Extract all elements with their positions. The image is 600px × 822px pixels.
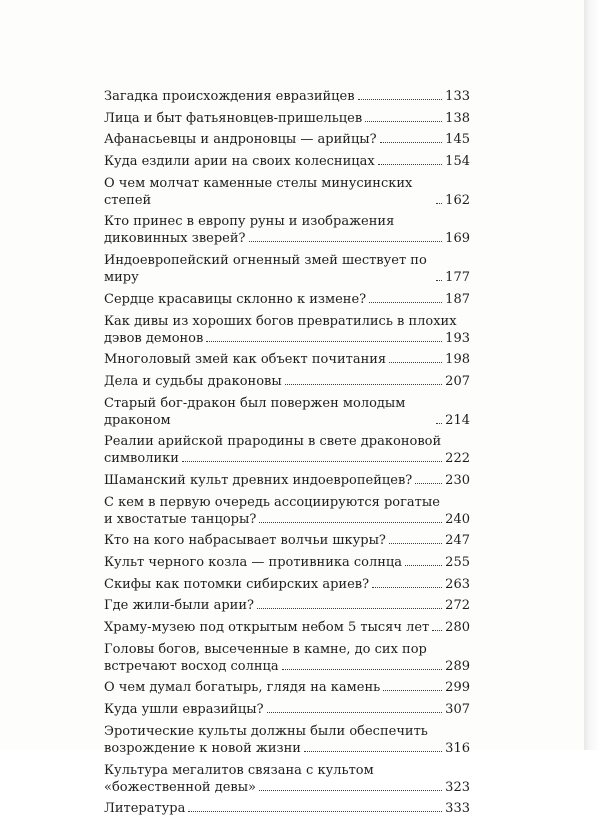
toc-entry-page-number: 316	[445, 740, 470, 756]
toc-entry-title: дэвов демонов	[104, 330, 204, 346]
toc-entry	[104, 110, 470, 127]
toc-entry-title-line: Как дивы из хороших богов превратились в плохих	[104, 313, 457, 329]
toc-entry-title: возрождение к новой жизни	[104, 740, 301, 756]
toc-entry-page-number: 299	[445, 680, 470, 696]
dot-leader	[405, 565, 442, 566]
dot-leader	[389, 362, 442, 363]
toc-entry-last-line	[104, 658, 470, 675]
toc-entry-title: «божественной девы»	[104, 779, 257, 795]
dot-leader	[259, 522, 442, 523]
dot-leader	[415, 483, 442, 484]
toc-entry-page-number: 240	[445, 511, 470, 527]
toc-entry-title: О чем думал богатырь, глядя на камень	[104, 680, 381, 696]
toc-entry-title: Старый бог-дракон был повержен молодым драконом	[104, 395, 406, 428]
toc-entry	[104, 641, 470, 675]
toc-entry-last-line	[104, 450, 470, 467]
toc-entry	[104, 472, 470, 489]
toc-entry-page-number: 247	[445, 533, 470, 549]
toc-entry	[104, 153, 470, 170]
toc-entry-title: Многоловый змей как объект почитания	[104, 352, 387, 368]
toc-entry	[104, 175, 470, 209]
dot-leader	[389, 543, 442, 544]
dot-leader	[436, 423, 442, 424]
toc-entry-page-number: 280	[445, 620, 470, 636]
toc-entry	[104, 313, 470, 347]
toc-entry	[104, 619, 470, 636]
toc-entry	[104, 576, 470, 593]
toc-entry	[104, 723, 470, 757]
dot-leader	[369, 302, 442, 303]
toc-entry-page-number: 255	[445, 555, 470, 570]
toc-entry-title: Культ черного козла — противника солнца	[104, 555, 403, 570]
toc-entry-title: Лица и быт фатьяновцев-пришельцев	[104, 110, 363, 126]
toc-entry	[104, 88, 470, 105]
toc-entry-page-number: 177	[445, 270, 470, 286]
toc-entry-page-number: 133	[445, 89, 470, 104]
dot-leader	[365, 121, 442, 122]
toc-entry	[104, 701, 470, 718]
page-edge	[584, 0, 600, 750]
toc-entry-title: символики	[104, 451, 179, 467]
toc-entry-title-line: Головы богов, высеченные в камне, до сих пор	[104, 641, 427, 657]
dot-leader	[267, 712, 443, 713]
toc-entry	[104, 373, 470, 390]
toc-entry-page-number: 272	[445, 598, 470, 614]
toc-entry-title: Кто на кого набрасывает волчьи шкуры?	[104, 533, 386, 549]
dot-leader	[358, 99, 443, 100]
dot-leader	[257, 608, 442, 609]
toc-entry-title: Дела и судьбы драконовы	[104, 373, 282, 389]
toc-entry-page-number: 222	[445, 451, 470, 467]
toc-entry-page-number: 263	[445, 576, 470, 592]
toc-entry	[104, 554, 470, 571]
toc-entry-page-number: 230	[445, 472, 470, 488]
toc-entry-title: Где жили-были арии?	[104, 598, 254, 614]
toc-entry-page-number: 289	[445, 658, 470, 674]
toc-entry	[104, 351, 470, 368]
toc-entry-page-number: 193	[445, 330, 470, 346]
dot-leader	[249, 241, 443, 242]
dot-leader	[282, 669, 443, 670]
dot-leader	[188, 811, 442, 812]
dot-leader	[285, 384, 442, 385]
toc-entry-page-number: 214	[445, 412, 470, 428]
toc-entry-page-number: 323	[445, 779, 470, 795]
dot-leader	[383, 690, 442, 691]
toc-entry	[104, 291, 470, 308]
toc-entry-title: и хвостатые танцоры?	[104, 511, 257, 527]
dot-leader	[304, 751, 442, 752]
toc-entry-title: Куда ездили арии на своих колесницах	[104, 154, 375, 170]
dot-leader	[436, 203, 442, 204]
toc-entry	[104, 762, 470, 796]
toc-entry-last-line	[104, 511, 470, 528]
toc-entry-title: Храму-музею под открытым небом 5 тысяч лет	[104, 620, 430, 636]
toc-entry	[104, 433, 470, 467]
toc-entry-page-number: 154	[445, 154, 470, 170]
toc-entry	[104, 213, 470, 247]
toc-entry-last-line	[104, 740, 470, 757]
toc-entry-page-number: 333	[445, 801, 470, 817]
dot-leader	[436, 280, 442, 281]
toc-entry-title: Сердце красавицы склонно к измене?	[104, 291, 367, 307]
toc-entry-last-line	[104, 779, 470, 796]
toc-entry-page-number: 207	[445, 373, 470, 389]
toc-entry-title: диковинных зверей?	[104, 231, 246, 247]
dot-leader	[259, 790, 442, 791]
toc-entry-title: Литература	[104, 801, 186, 817]
toc-entry-title: Загадка происхождения евразийцев	[104, 89, 355, 104]
toc-entry-page-number: 198	[445, 352, 470, 368]
toc-entry-last-line	[104, 330, 470, 347]
toc-entry-page-number: 307	[445, 702, 470, 718]
toc-entry-page-number: 187	[445, 291, 470, 307]
toc-entry	[104, 532, 470, 549]
dot-leader	[380, 142, 443, 143]
toc-entry	[104, 131, 470, 148]
toc-entry-title: О чем молчат каменные стелы минусинских степей	[104, 175, 413, 208]
toc-entry-last-line	[104, 230, 470, 247]
toc-entry-title: встречают восход солнца	[104, 658, 279, 674]
toc-entry-page-number: 169	[445, 231, 470, 247]
dot-leader	[182, 461, 442, 462]
toc-entry-title-line: Реалии арийской прародины в свете драконовой	[104, 434, 442, 450]
toc-entry-page-number: 138	[445, 110, 470, 126]
table-of-contents	[104, 88, 470, 822]
toc-entry-title: Шаманский культ древних индоевропейцев?	[104, 472, 413, 488]
dot-leader	[432, 630, 442, 631]
toc-entry-title: Скифы как потомки сибирских ариев?	[104, 576, 370, 592]
toc-entry	[104, 597, 470, 614]
toc-entry-title: Индоевропейский огненный змей шествует по миру	[104, 253, 427, 286]
toc-entry	[104, 679, 470, 696]
dot-leader	[372, 587, 442, 588]
toc-entry-page-number: 145	[445, 132, 470, 148]
toc-entry-title-line: Кто принес в европу руны и изображения	[104, 214, 395, 230]
toc-entry	[104, 395, 470, 429]
toc-entry	[104, 252, 470, 286]
toc-entry-title: Куда ушли евразийцы?	[104, 702, 264, 718]
dot-leader	[378, 164, 442, 165]
toc-entry-title-line: Эротические культы должны были обеспечить	[104, 723, 428, 739]
toc-entry	[104, 800, 470, 817]
toc-entry-title-line: Культура мегалитов связана с культом	[104, 762, 374, 778]
dot-leader	[206, 341, 442, 342]
toc-entry-page-number: 162	[445, 192, 470, 208]
toc-entry-title: Афанасьевцы и андроновцы — арийцы?	[104, 132, 377, 148]
toc-entry	[104, 494, 470, 528]
toc-entry-title-line: С кем в первую очередь ассоциируются рогатые	[104, 494, 440, 510]
